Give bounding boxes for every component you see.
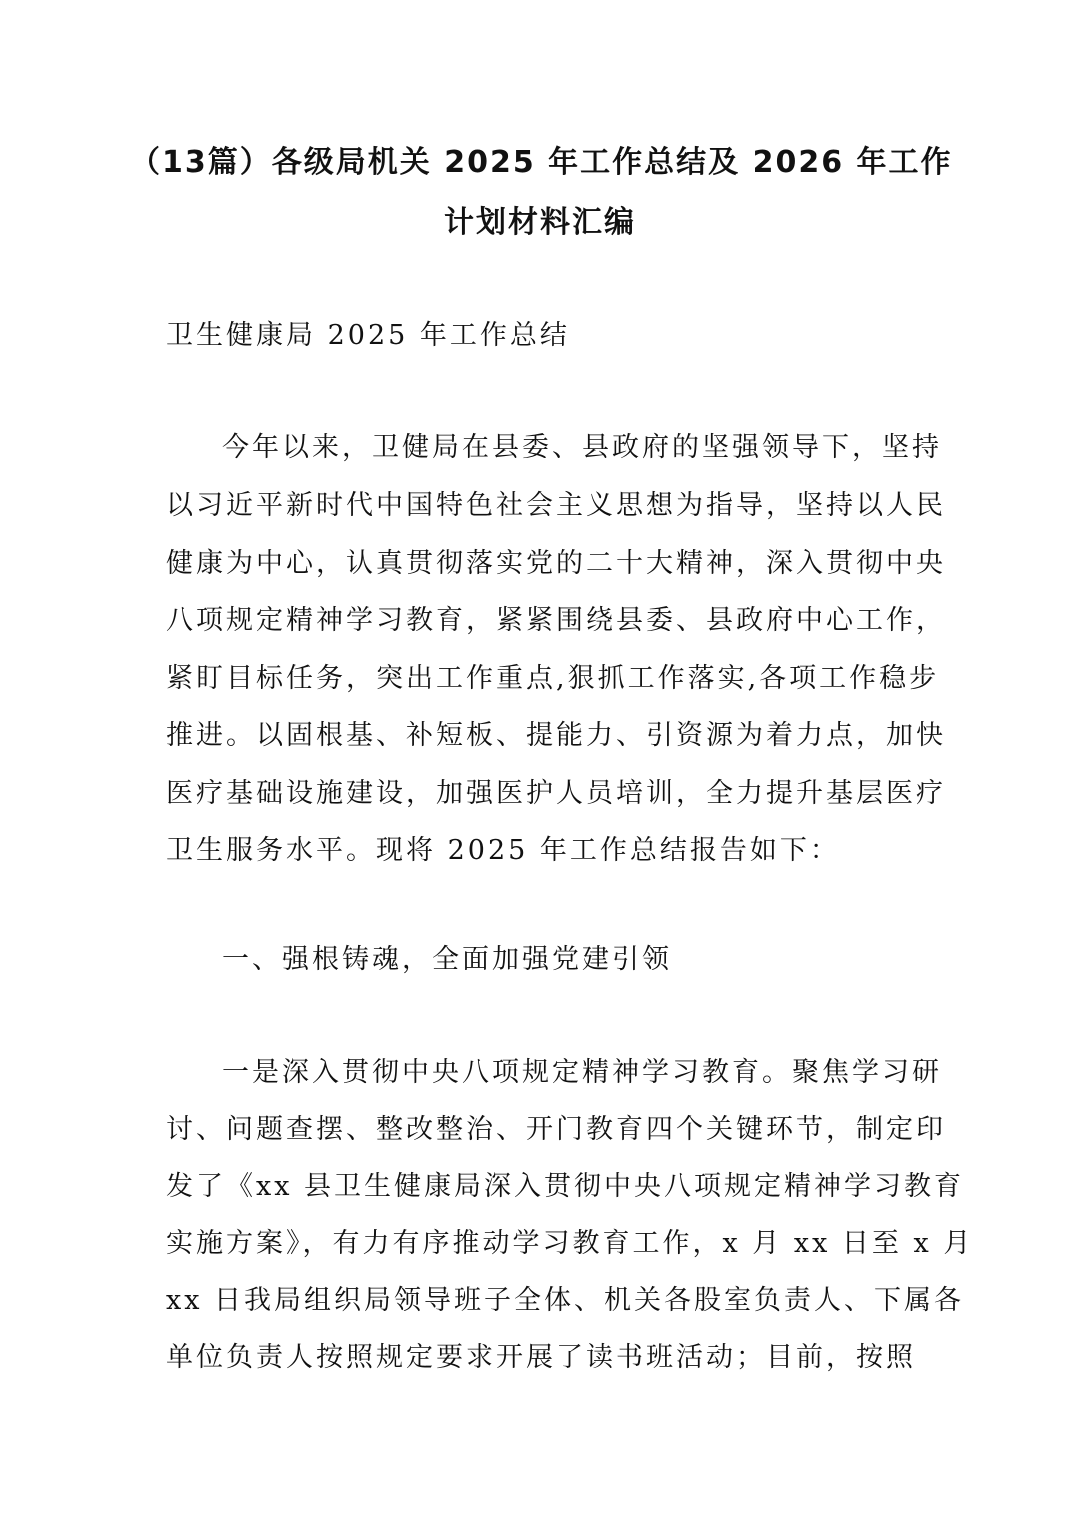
document-title-line-1: （13篇）各级局机关 2025 年工作总结及 2026 年工作 [130,145,953,180]
intro-line: 医疗基础设施建设，加强医护人员培训，全力提升基层医疗 [166,778,946,809]
para-1-line: 实施方案》，有力有序推动学习教育工作，x 月 xx 日至 x 月 [166,1228,974,1259]
intro-line: 八项规定精神学习教育，紧紧围绕县委、县政府中心工作， [166,605,946,636]
para-1-line: 讨、问题查摆、整改整治、开门教育四个关键环节，制定印 [166,1114,946,1145]
para-1-line: 一是深入贯彻中央八项规定精神学习教育。聚焦学习研 [222,1057,942,1088]
intro-line: 健康为中心，认真贯彻落实党的二十大精神，深入贯彻中央 [166,548,946,579]
para-1-line: 单位负责人按照规定要求开展了读书班活动；目前，按照 [166,1342,916,1373]
para-1-line: xx 日我局组织局领导班子全体、机关各股室负责人、下属各 [166,1285,965,1316]
intro-line: 以习近平新时代中国特色社会主义思想为指导，坚持以人民 [166,490,946,521]
intro-line: 卫生服务水平。现将 2025 年工作总结报告如下： [166,835,840,866]
intro-line: 紧盯目标任务，突出工作重点,狠抓工作落实,各项工作稳步 [166,663,940,694]
section-title: 卫生健康局 2025 年工作总结 [166,320,570,351]
intro-line: 推进。以固根基、补短板、提能力、引资源为着力点，加快 [166,720,946,751]
heading-1: 一、强根铸魂，全面加强党建引领 [222,944,672,975]
para-1-line: 发了《xx 县卫生健康局深入贯彻中央八项规定精神学习教育 [166,1171,965,1202]
document-title-line-2: 计划材料汇编 [444,205,636,240]
intro-line: 今年以来，卫健局在县委、县政府的坚强领导下，坚持 [222,432,942,463]
